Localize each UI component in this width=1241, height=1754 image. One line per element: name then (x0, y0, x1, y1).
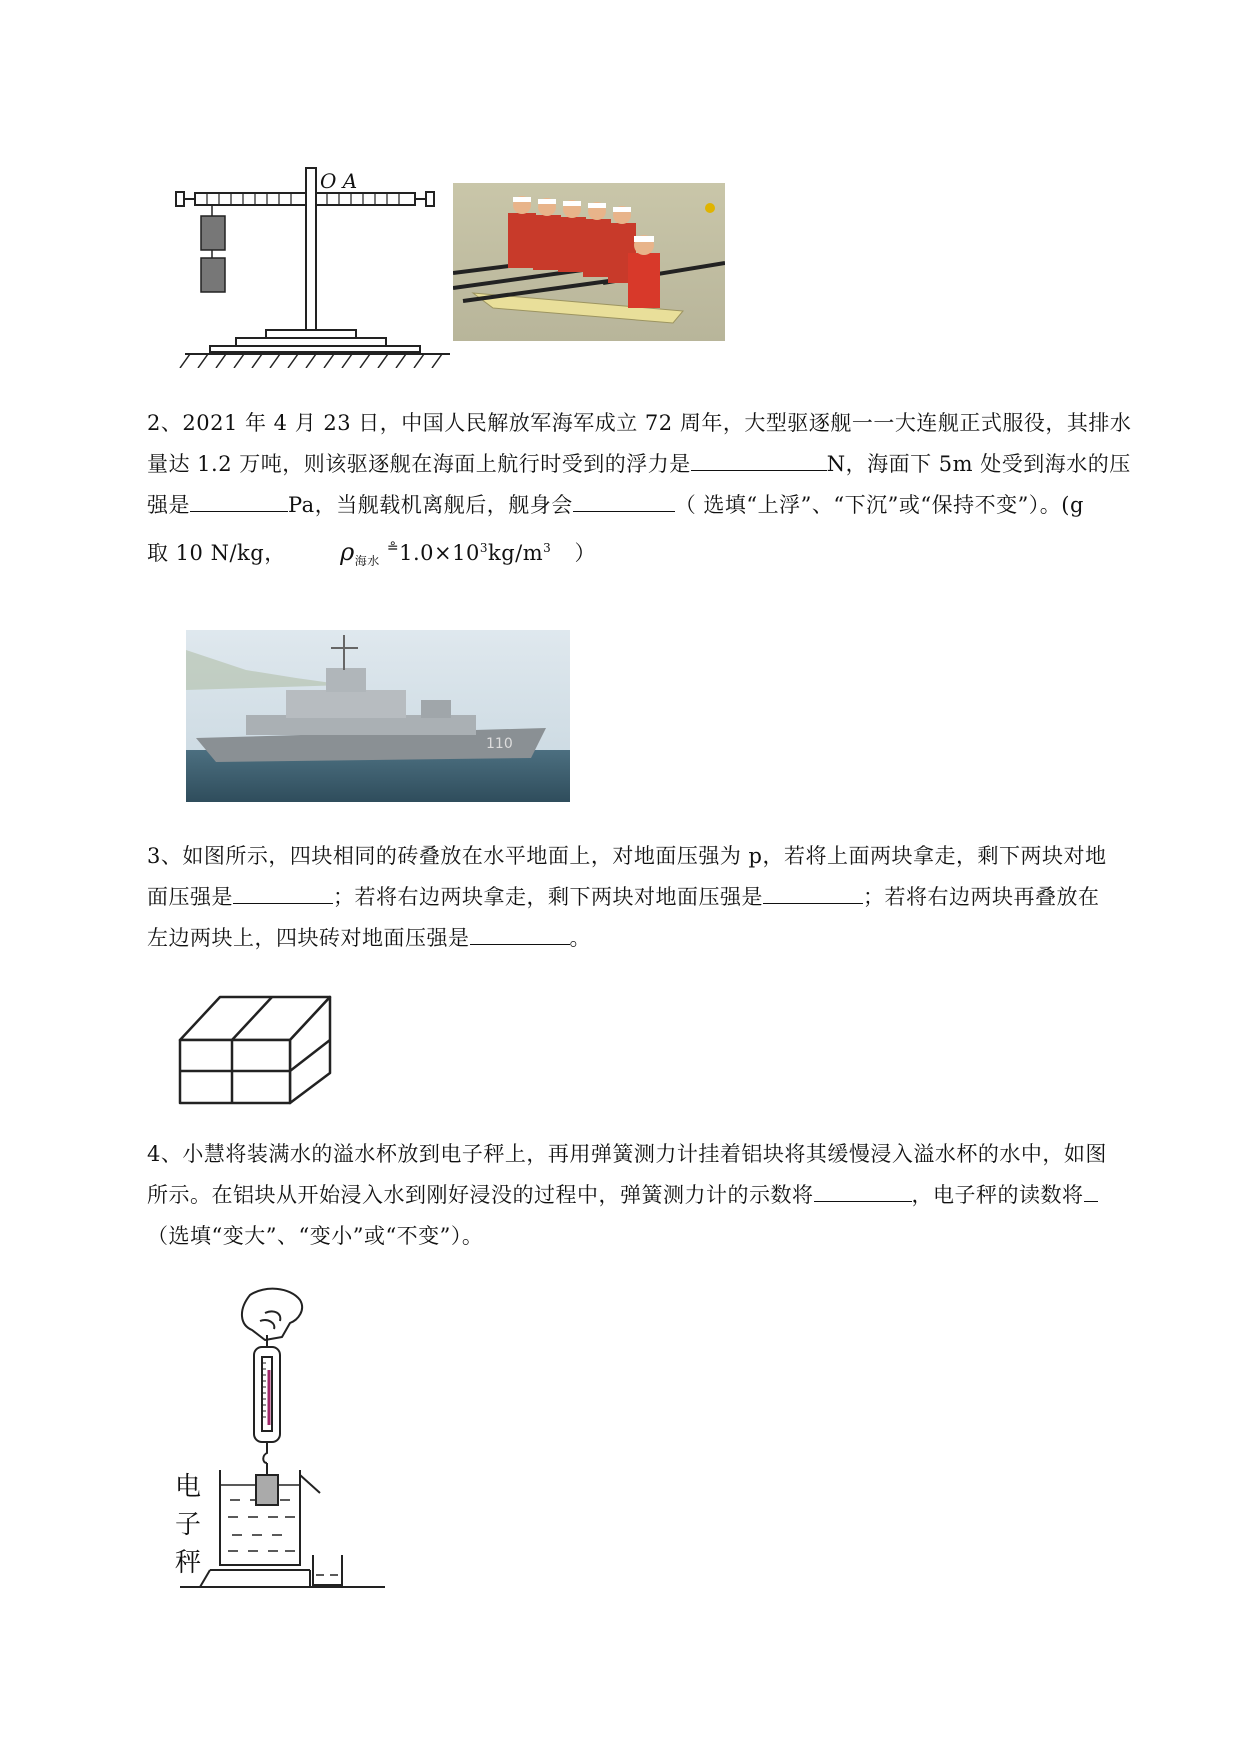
q3-line1: 3、如图所示，四块相同的砖叠放在水平地面上，对地面压强为 p，若将上面两块拿走，剩下两块对地 (147, 844, 1107, 868)
q2-line4: 取 10 N/kg， $\rho_{海水}$ $^≗1.0\times 10^3kg/m^3$ ） (147, 538, 596, 569)
bricks-diagram (175, 985, 335, 1105)
warship-photo (186, 630, 570, 802)
rowing-photo (453, 183, 725, 341)
q4-line1: 4、小慧将装满水的溢水杯放到电子秤上，再用弹簧测力计挂着铝块将其缓慢浸入溢水杯的水中，如图 (147, 1142, 1107, 1166)
q2-line3: 强是 Pa，当舰载机离舰后，舰身会 （ 选填“上浮”、“下沉”或“保持不变”）。(g (147, 485, 1157, 526)
q2-blank-motion[interactable] (573, 489, 675, 512)
lever-diagram (170, 158, 460, 368)
scale-label-1: 电 (175, 1472, 202, 1502)
lever-label: O A (320, 169, 358, 193)
q4-blank-2[interactable] (1084, 1179, 1098, 1202)
scale-label-2: 子 (175, 1510, 202, 1540)
q2-density-formula: $\rho_{海水}$ $^≗1.0\times 10^3kg/m^3$ (340, 538, 552, 569)
question-3 (147, 836, 1157, 959)
question-2 (147, 403, 1157, 582)
q3-blank-1[interactable] (233, 881, 333, 904)
q3-line3: 左边两块上，四块砖对地面压强是 。 (147, 918, 1157, 959)
q2-line1: 2、2021 年 4 月 23 日，中国人民解放军海军成立 72 周年，大型驱逐舰一一大连舰正式服役，其排水 (147, 411, 1132, 435)
scale-label-3: 秤 (175, 1548, 202, 1578)
q4-line2: 所示。在铝块从开始浸入水到刚好浸没的过程中，弹簧测力计的示数将 ，电子秤的读数将 (147, 1175, 1157, 1216)
q2-line2: 量达 1.2 万吨，则该驱逐舰在海面上航行时受到的浮力是 N，海面下 5m 处受到海水的压 (147, 444, 1157, 485)
q2-blank-pressure[interactable] (190, 489, 288, 512)
q4-blank-1[interactable] (814, 1179, 912, 1202)
q3-blank-2[interactable] (763, 881, 863, 904)
question-4 (147, 1134, 1157, 1257)
q4-line3: （选填“变大”、“变小”或“不变”）。 (147, 1224, 484, 1248)
overflow-cup-diagram (170, 1285, 400, 1605)
q2-blank-buoyancy[interactable] (691, 448, 827, 471)
svg-text:110: 110 (486, 736, 513, 752)
q3-blank-3[interactable] (470, 922, 570, 945)
q3-line2: 面压强是 ；若将右边两块拿走，剩下两块对地面压强是 ；若将右边两块再叠放在 (147, 877, 1157, 918)
